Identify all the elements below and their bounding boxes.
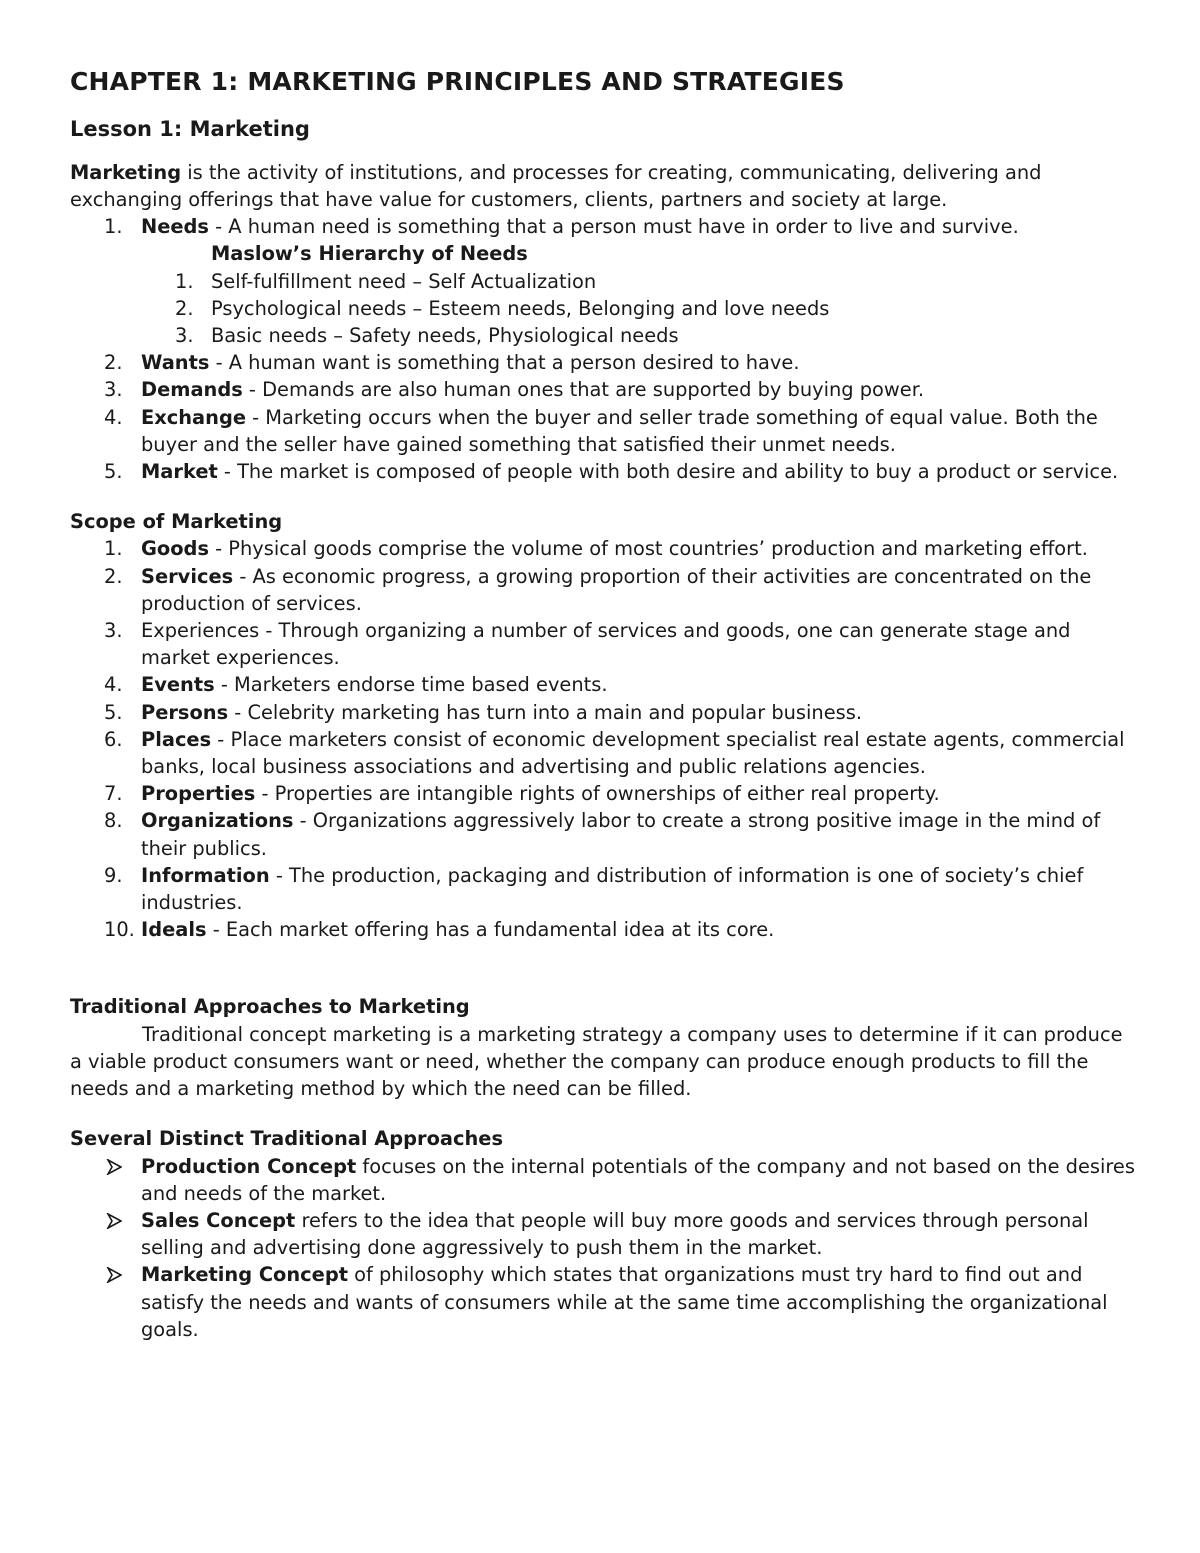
scope-term: Persons: [141, 700, 229, 724]
concept-text: - Marketing occurs when the buyer and seller trade something of equal value. Both the buyer and the seller have gained something that satisfied their unmet needs.: [141, 405, 1098, 456]
list-number: 4.: [104, 673, 123, 697]
concept-text: - The market is composed of people with both desire and ability to buy a product or service.: [217, 460, 1119, 484]
intro-paragraph: [70, 159, 1140, 213]
scope-text: - Properties are intangible rights of ownerships of either real property.: [255, 782, 940, 806]
scope-text: - Each market offering has a fundamental idea at its core.: [206, 918, 775, 942]
list-item: [70, 726, 1140, 780]
list-item: [70, 322, 1140, 349]
spacer: [70, 1102, 1140, 1125]
list-number: 7.: [104, 782, 123, 806]
scope-term: Organizations: [141, 809, 294, 833]
approach-term: Marketing Concept: [141, 1263, 348, 1287]
list-item: [70, 295, 1140, 322]
approach-term: Sales Concept: [141, 1208, 296, 1232]
scope-text: - Celebrity marketing has turn into a main and popular business.: [228, 700, 862, 724]
list-item: [70, 862, 1140, 916]
list-number: 1.: [104, 215, 123, 239]
list-item: [70, 807, 1140, 861]
scope-term: Events: [141, 673, 215, 697]
list-item: [70, 213, 1140, 240]
concept-text: - A human need is something that a person must have in order to live and survive.: [208, 215, 1019, 239]
list-item: [70, 780, 1140, 807]
list-item: [70, 916, 1140, 943]
list-number: 5.: [104, 700, 123, 724]
list-item: [70, 404, 1140, 458]
intro-text: is the activity of institutions, and processes for creating, communicating, delivering and exchanging offerings that have value for customers, clients, partners and society at large.: [70, 160, 1042, 211]
traditional-heading: Traditional Approaches to Marketing: [70, 995, 470, 1019]
concept-text: - Demands are also human ones that are supported by buying power.: [242, 378, 925, 402]
scope-term: Places: [141, 727, 212, 751]
spacer: [70, 943, 1140, 993]
scope-text: Experiences - Through organizing a number of services and goods, one can generate stage and market experiences.: [141, 619, 1071, 670]
scope-term: Services: [141, 564, 234, 588]
list-number: 2.: [104, 351, 123, 375]
concept-term: Exchange: [141, 405, 246, 429]
arrow-bullet-icon: [106, 1267, 122, 1283]
concepts-list: [70, 213, 1140, 240]
list-item: [70, 563, 1140, 617]
traditional-paragraph: Traditional concept marketing is a marketing strategy a company uses to determine if it can produce a viable product consumers want or need, whether the company can produce enough products to fill the needs and a marketing method by which the need can be filled.: [70, 1022, 1123, 1101]
maslow-list: [70, 268, 1140, 350]
maslow-item-text: Basic needs – Safety needs, Physiological needs: [211, 324, 679, 348]
approach-text: refers to the idea that people will buy more goods and services through personal selling and advertising done aggressively to push them in the market.: [141, 1208, 1089, 1260]
scope-term: Ideals: [141, 918, 207, 942]
concept-term: Needs: [141, 215, 209, 239]
approach-text: of philosophy which states that organizations must try hard to find out and satisfy the needs and wants of consumers while at the same time accomplishing the organizational goals.: [141, 1263, 1108, 1341]
list-item: [70, 1153, 1140, 1207]
list-number: 1.: [175, 269, 194, 293]
intro-term: Marketing: [70, 160, 182, 184]
list-item: [70, 268, 1140, 295]
concept-term: Demands: [141, 378, 243, 402]
maslow-item-text: Self-fulfillment need – Self Actualization: [211, 269, 597, 293]
arrow-bullet-icon: [106, 1159, 122, 1175]
approaches-heading: Several Distinct Traditional Approaches: [70, 1127, 503, 1151]
scope-heading: Scope of Marketing: [70, 510, 283, 534]
list-item: [70, 349, 1140, 376]
list-item: [70, 699, 1140, 726]
approach-text: focuses on the internal potentials of the company and not based on the desires and needs of the market.: [141, 1154, 1135, 1205]
list-number: 3.: [104, 378, 123, 402]
scope-term: Information: [141, 863, 270, 887]
list-item: [70, 458, 1140, 485]
list-item: [70, 671, 1140, 698]
approaches-list: [70, 1153, 1140, 1343]
concepts-list-continued: [70, 349, 1140, 485]
scope-text: - Marketers endorse time based events.: [214, 673, 608, 697]
chapter-title: CHAPTER 1: MARKETING PRINCIPLES AND STRATEGIES: [70, 67, 845, 96]
spacer: [70, 485, 1140, 508]
list-number: 2.: [104, 564, 123, 588]
scope-text: - As economic progress, a growing proportion of their activities are concentrated on the production of services.: [141, 564, 1092, 615]
list-number: 5.: [104, 460, 123, 484]
list-number: 10.: [104, 918, 135, 942]
list-number: 3.: [175, 324, 194, 348]
maslow-title: Maslow’s Hierarchy of Needs: [211, 242, 528, 266]
approach-term: Production Concept: [141, 1154, 357, 1178]
list-number: 8.: [104, 809, 123, 833]
scope-text: - Physical goods comprise the volume of most countries’ production and marketing effort.: [208, 537, 1088, 561]
scope-term: Properties: [141, 782, 256, 806]
concept-term: Market: [141, 460, 218, 484]
scope-text: - Place marketers consist of economic development specialist real estate agents, commercial banks, local business associations and advertising and public relations agencies.: [141, 727, 1125, 779]
document-page: [70, 66, 1140, 1343]
list-item: [70, 376, 1140, 403]
list-item: [70, 535, 1140, 562]
list-number: 6.: [104, 727, 123, 751]
list-number: 9.: [104, 863, 123, 887]
list-item: [70, 1207, 1140, 1261]
concept-text: - A human want is something that a person desired to have.: [209, 351, 800, 375]
scope-list: [70, 535, 1140, 943]
list-number: 1.: [104, 537, 123, 561]
scope-text: - The production, packaging and distribution of information is one of society’s chief industries.: [141, 863, 1084, 915]
document-body: [70, 159, 1140, 1343]
list-number: 3.: [104, 619, 123, 643]
list-number: 4.: [104, 405, 123, 429]
list-item: [70, 617, 1140, 671]
concept-term: Wants: [141, 351, 210, 375]
list-item: [70, 1261, 1140, 1343]
arrow-bullet-icon: [106, 1213, 122, 1229]
lesson-title: Lesson 1: Marketing: [70, 116, 310, 141]
list-number: 2.: [175, 296, 194, 320]
scope-term: Goods: [141, 537, 209, 561]
maslow-item-text: Psychological needs – Esteem needs, Belonging and love needs: [211, 296, 830, 320]
scope-text: - Organizations aggressively labor to create a strong positive image in the mind of their publics.: [141, 809, 1101, 860]
